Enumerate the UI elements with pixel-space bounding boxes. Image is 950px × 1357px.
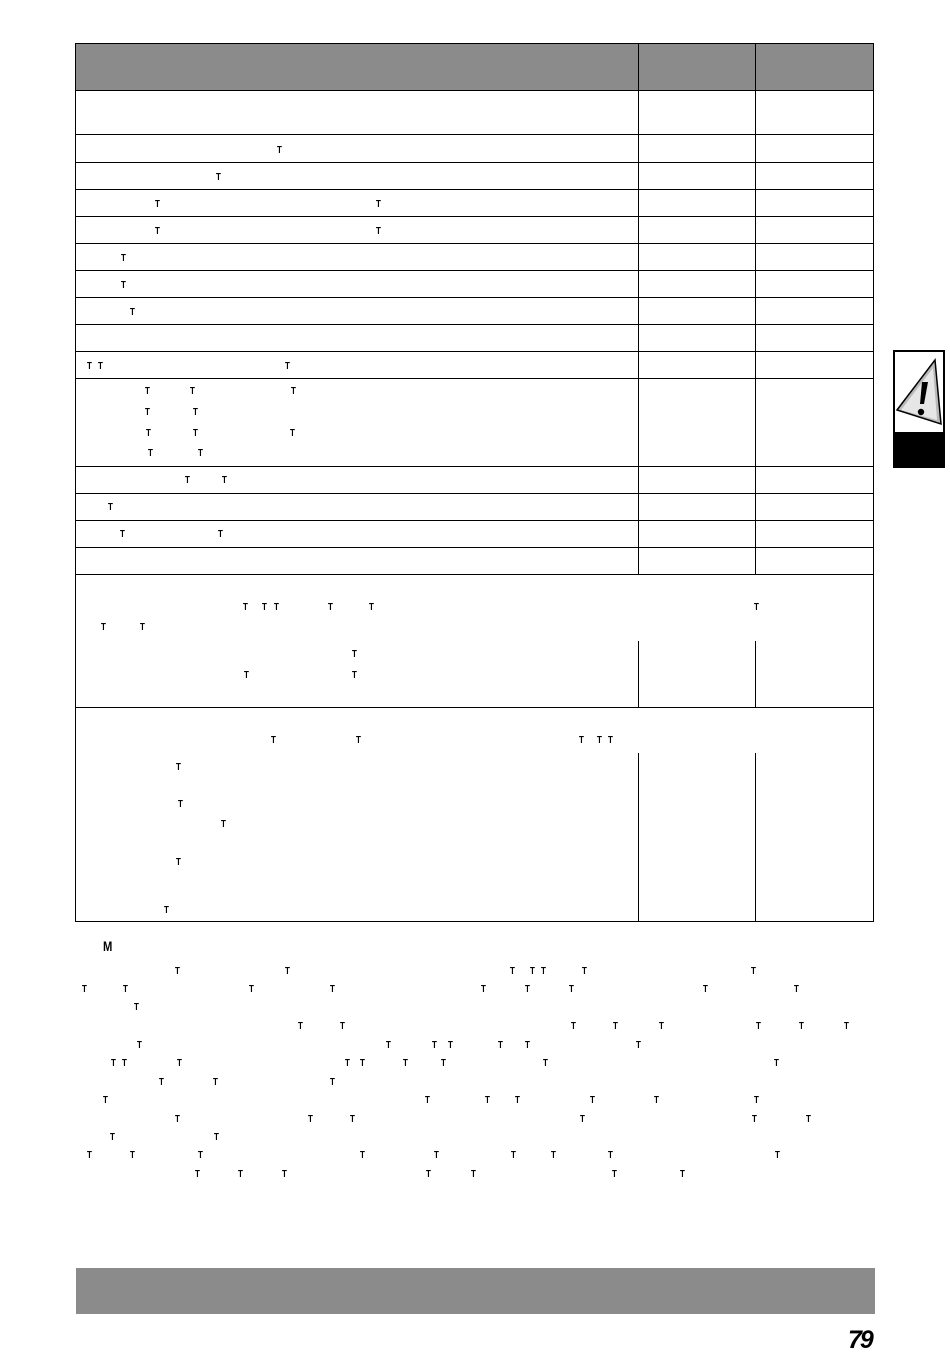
note-glyph: T xyxy=(195,1169,200,1180)
row-divider xyxy=(76,189,873,190)
note-glyph: T xyxy=(213,1077,218,1088)
side-tab-band xyxy=(893,434,945,468)
row-divider xyxy=(76,297,873,298)
note-glyph: T xyxy=(844,1021,849,1032)
table-glyph: T xyxy=(148,448,153,459)
note-glyph: T xyxy=(214,1132,219,1143)
row-divider xyxy=(76,378,873,379)
table-glyph: T xyxy=(352,670,357,681)
note-glyph: T xyxy=(434,1150,439,1161)
table-glyph: T xyxy=(185,475,190,486)
note-glyph: T xyxy=(580,1114,585,1125)
note-glyph: T xyxy=(110,1132,115,1143)
row-divider xyxy=(76,243,873,244)
note-glyph: T xyxy=(754,1095,759,1106)
row-divider xyxy=(76,270,873,271)
note-glyph: T xyxy=(510,966,515,977)
table-glyph: T xyxy=(178,799,183,810)
table-glyph: T xyxy=(271,735,276,746)
note-glyph: T xyxy=(515,1095,520,1106)
note-glyph: T xyxy=(137,1040,142,1051)
row-divider xyxy=(76,520,873,521)
note-glyph: T xyxy=(752,1114,757,1125)
row-divider xyxy=(76,707,873,708)
note-glyph: T xyxy=(360,1150,365,1161)
note-glyph: T xyxy=(386,1040,391,1051)
table-glyph: T xyxy=(145,407,150,418)
note-glyph: T xyxy=(249,984,254,995)
table-glyph: T xyxy=(155,226,160,237)
note-glyph: T xyxy=(806,1114,811,1125)
note-glyph: T xyxy=(794,984,799,995)
note-glyph: T xyxy=(756,1021,761,1032)
table-glyph: T xyxy=(121,280,126,291)
note-glyph: T xyxy=(87,1150,92,1161)
note-glyph: T xyxy=(541,966,546,977)
note-glyph: T xyxy=(360,1058,365,1069)
note-glyph: T xyxy=(330,1077,335,1088)
note-glyph: T xyxy=(543,1058,548,1069)
row-divider xyxy=(76,90,873,91)
note-glyph: T xyxy=(130,1150,135,1161)
table-glyph: T xyxy=(754,602,759,613)
note-glyph: T xyxy=(485,1095,490,1106)
table-glyph: T xyxy=(222,475,227,486)
table-glyph: T xyxy=(356,735,361,746)
note-glyph: T xyxy=(590,1095,595,1106)
row-divider xyxy=(76,466,873,467)
note-glyph: T xyxy=(582,966,587,977)
table-glyph: T xyxy=(145,386,150,397)
note-glyph: T xyxy=(134,1002,139,1013)
row-divider xyxy=(76,351,873,352)
spec-table xyxy=(75,43,874,922)
note-glyph: T xyxy=(571,1021,576,1032)
note-glyph: T xyxy=(569,984,574,995)
note-glyph: T xyxy=(350,1114,355,1125)
note-glyph: T xyxy=(525,984,530,995)
note-glyph: T xyxy=(175,1114,180,1125)
note-heading: M xyxy=(103,938,113,954)
table-glyph: T xyxy=(221,819,226,830)
note-glyph: T xyxy=(175,966,180,977)
note-glyph: T xyxy=(330,984,335,995)
table-glyph: T xyxy=(274,602,279,613)
note-glyph: T xyxy=(774,1058,779,1069)
table-glyph: T xyxy=(216,172,221,183)
row-divider xyxy=(76,134,873,135)
note-glyph: T xyxy=(122,1058,127,1069)
table-glyph: T xyxy=(218,529,223,540)
note-glyph: T xyxy=(775,1150,780,1161)
table-glyph: T xyxy=(140,622,145,633)
note-glyph: T xyxy=(608,1150,613,1161)
row-divider xyxy=(76,574,873,575)
table-glyph: T xyxy=(101,622,106,633)
table-glyph: T xyxy=(164,905,169,916)
note-glyph: T xyxy=(345,1058,350,1069)
note-glyph: T xyxy=(530,966,535,977)
warning-box xyxy=(893,350,945,434)
column-divider xyxy=(755,641,756,707)
note-glyph: T xyxy=(403,1058,408,1069)
table-glyph: T xyxy=(290,428,295,439)
note-glyph: T xyxy=(308,1114,313,1125)
table-glyph: T xyxy=(291,386,296,397)
table-glyph: T xyxy=(155,199,160,210)
note-glyph: T xyxy=(613,1021,618,1032)
table-glyph: T xyxy=(244,670,249,681)
warning-exclamation-icon xyxy=(895,352,943,432)
note-glyph: T xyxy=(612,1169,617,1180)
table-glyph: T xyxy=(193,428,198,439)
note-glyph: T xyxy=(751,966,756,977)
note-glyph: T xyxy=(703,984,708,995)
table-glyph: T xyxy=(262,602,267,613)
table-glyph: T xyxy=(146,428,151,439)
note-glyph: T xyxy=(659,1021,664,1032)
note-glyph: T xyxy=(551,1150,556,1161)
table-glyph: T xyxy=(243,602,248,613)
note-glyph: T xyxy=(511,1150,516,1161)
table-glyph: T xyxy=(121,253,126,264)
note-glyph: T xyxy=(425,1095,430,1106)
table-glyph: T xyxy=(87,361,92,372)
note-glyph: T xyxy=(636,1040,641,1051)
table-glyph: T xyxy=(98,361,103,372)
table-glyph: T xyxy=(376,226,381,237)
table-glyph: T xyxy=(176,857,181,868)
note-glyph: T xyxy=(177,1058,182,1069)
table-glyph: T xyxy=(193,407,198,418)
table-glyph: T xyxy=(176,762,181,773)
table-glyph: T xyxy=(579,735,584,746)
table-glyph: T xyxy=(120,529,125,540)
column-divider xyxy=(755,44,756,575)
table-glyph: T xyxy=(328,602,333,613)
table-glyph: T xyxy=(285,361,290,372)
table-glyph: T xyxy=(376,199,381,210)
note-glyph: T xyxy=(285,966,290,977)
note-glyph: T xyxy=(432,1040,437,1051)
table-glyph: T xyxy=(198,448,203,459)
column-divider xyxy=(638,44,639,575)
note-glyph: T xyxy=(498,1040,503,1051)
note-glyph: T xyxy=(123,984,128,995)
note-glyph: T xyxy=(282,1169,287,1180)
note-glyph: T xyxy=(426,1169,431,1180)
table-glyph: T xyxy=(130,307,135,318)
footer-bar xyxy=(76,1268,875,1314)
table-glyph: T xyxy=(608,735,613,746)
note-glyph: T xyxy=(111,1058,116,1069)
table-glyph: T xyxy=(190,386,195,397)
row-divider xyxy=(76,162,873,163)
note-glyph: T xyxy=(525,1040,530,1051)
table-glyph: T xyxy=(597,735,602,746)
row-divider xyxy=(76,547,873,548)
table-glyph: T xyxy=(277,145,282,156)
note-glyph: T xyxy=(654,1095,659,1106)
note-glyph: T xyxy=(441,1058,446,1069)
note-glyph: T xyxy=(799,1021,804,1032)
note-glyph: T xyxy=(198,1150,203,1161)
column-divider xyxy=(638,753,639,922)
table-glyph: T xyxy=(352,649,357,660)
note-glyph: T xyxy=(82,984,87,995)
column-divider xyxy=(755,753,756,922)
table-glyph: T xyxy=(369,602,374,613)
row-divider xyxy=(76,324,873,325)
note-glyph: T xyxy=(238,1169,243,1180)
note-glyph: T xyxy=(471,1169,476,1180)
table-header xyxy=(76,44,873,90)
page-number: 79 xyxy=(848,1326,872,1354)
table-glyph: T xyxy=(108,502,113,513)
note-glyph: T xyxy=(159,1077,164,1088)
note-glyph: T xyxy=(103,1095,108,1106)
column-divider xyxy=(638,641,639,707)
note-glyph: T xyxy=(481,984,486,995)
row-divider xyxy=(76,493,873,494)
note-glyph: T xyxy=(680,1169,685,1180)
note-glyph: T xyxy=(340,1021,345,1032)
row-divider xyxy=(76,216,873,217)
warning-side-tab xyxy=(893,350,945,468)
note-glyph: T xyxy=(448,1040,453,1051)
note-glyph: T xyxy=(298,1021,303,1032)
